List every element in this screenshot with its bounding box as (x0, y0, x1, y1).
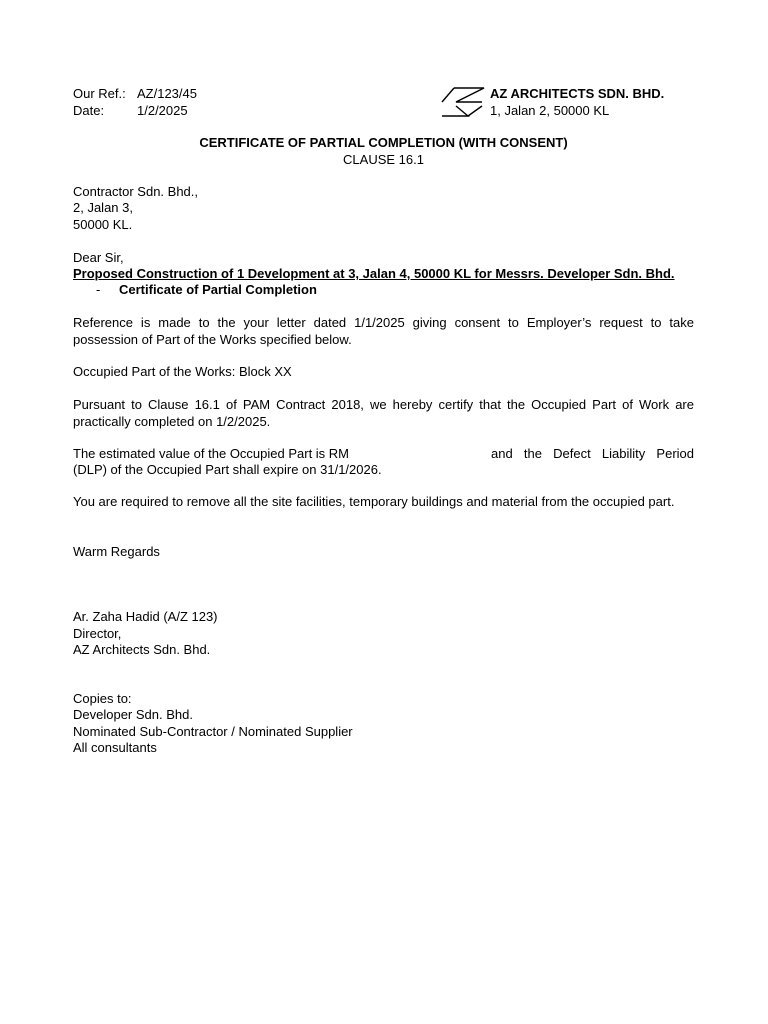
estimated-value-left: The estimated value of the Occupied Part is RM (73, 446, 350, 461)
certificate-clause: CLAUSE 16.1 (343, 152, 424, 167)
closing: Warm Regards (73, 544, 160, 559)
reference-line (73, 86, 197, 103)
company-address: 1, Jalan 2, 50000 KL (490, 103, 610, 118)
subject-sub: Certificate of Partial Completion (119, 282, 317, 297)
signatory-company: AZ Architects Sdn. Bhd. (73, 642, 211, 657)
subject-line: Proposed Construction of 1 Development at 3, Jalan 4, 50000 KL for Messrs. Developer Sdn. Bhd. (73, 266, 675, 281)
copies-heading: Copies to: (73, 691, 132, 706)
addressee-line-3: 50000 KL. (73, 217, 133, 232)
copies-item-2: Nominated Sub-Contractor / Nominated Supplier (73, 724, 353, 739)
addressee-line-1: Contractor Sdn. Bhd., (73, 184, 199, 199)
signatory-title: Director, (73, 626, 122, 641)
company-name: AZ ARCHITECTS SDN. BHD. (490, 86, 665, 101)
certificate-title: CERTIFICATE OF PARTIAL COMPLETION (WITH CONSENT) (199, 135, 568, 150)
estimated-value-right: and the Defect Liability Period (491, 446, 694, 461)
salutation: Dear Sir, (73, 250, 124, 265)
date-line (73, 103, 188, 120)
copies-item-1: Developer Sdn. Bhd. (73, 707, 193, 722)
paragraph-reference: Reference is made to the your letter dated 1/1/2025 giving consent to Employer’s request to take possession of Part of the Works specified below. (73, 315, 694, 347)
paragraph-estimated-value-line-1 (73, 446, 694, 463)
addressee-line-2: 2, Jalan 3, (73, 200, 133, 215)
reference-value: AZ/123/45 (137, 86, 197, 101)
signatory-name: Ar. Zaha Hadid (A/Z 123) (73, 609, 218, 624)
date-label: Date: (73, 103, 105, 118)
paragraph-estimated-value-line-2: (DLP) of the Occupied Part shall expire on 31/1/2026. (73, 462, 382, 477)
reference-label: Our Ref.: (73, 86, 126, 101)
date-value: 1/2/2025 (137, 103, 188, 118)
subject-bullet: - (96, 282, 101, 297)
company-logo (440, 86, 486, 118)
paragraph-certify: Pursuant to Clause 16.1 of PAM Contract 2018, we hereby certify that the Occupied Part of Work are practically completed on 1/2/2025. (73, 397, 694, 429)
paragraph-remove-facilities: You are required to remove all the site facilities, temporary buildings and material from the occupied part. (73, 494, 675, 509)
copies-item-3: All consultants (73, 740, 157, 755)
paragraph-occupied-part: Occupied Part of the Works: Block XX (73, 364, 292, 379)
